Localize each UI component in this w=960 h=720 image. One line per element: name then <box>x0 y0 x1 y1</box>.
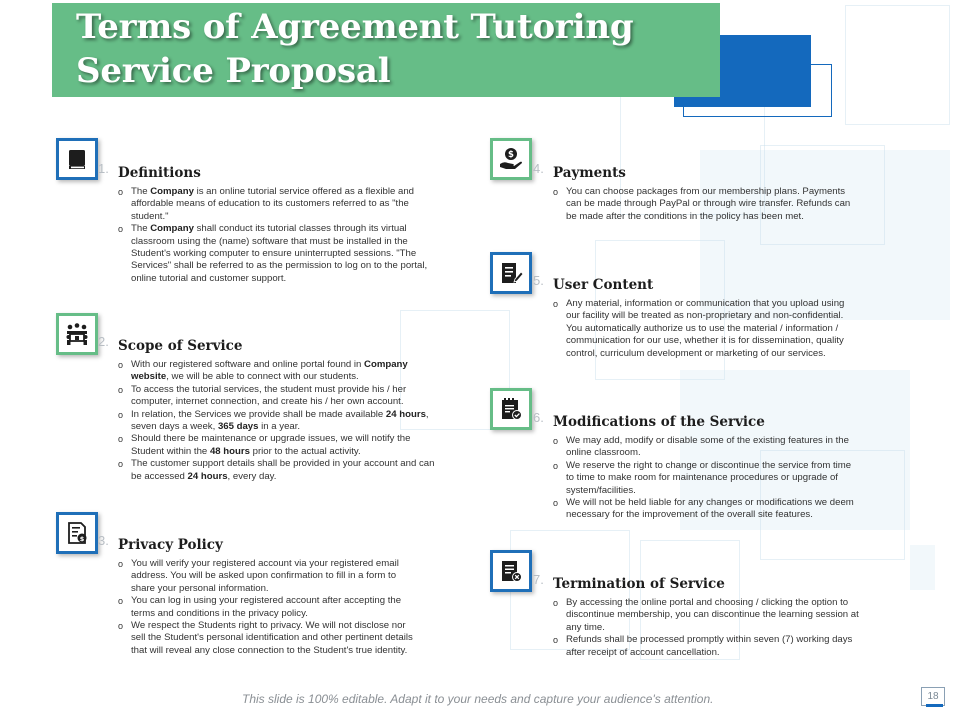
bullet-list <box>553 597 859 659</box>
section-payments <box>533 161 851 223</box>
section-heading <box>533 410 854 431</box>
bold-text: 24 hours <box>187 470 228 482</box>
bullet-line <box>131 632 413 644</box>
bullet-line <box>566 634 859 646</box>
bullet-line <box>131 433 434 445</box>
text: seven days a week, <box>131 421 218 433</box>
text: to time to make room for maintenance procedures or upgrade of <box>566 472 838 484</box>
section-number: 5. <box>533 273 544 288</box>
text: You will verify your registered account via your registered email <box>131 558 399 569</box>
bullet-line <box>131 211 427 223</box>
bullet-line <box>566 323 844 335</box>
footer-note: This slide is 100% editable. Adapt it to your needs and capture your audience's attention. <box>242 692 714 706</box>
bullet-line <box>131 471 434 483</box>
section-scope-of-service <box>98 334 435 483</box>
section-number: 7. <box>533 572 544 587</box>
document-edit-icon <box>498 260 524 286</box>
bullet-line <box>131 223 427 235</box>
bullet-list <box>553 186 850 223</box>
text: online tutorial and customer support. <box>131 272 287 284</box>
bullet-line <box>566 497 854 509</box>
text: share your personal information. <box>131 582 269 594</box>
definitions-icon-box <box>56 138 98 180</box>
text: Should there be maintenance or upgrade issues, we will notify the <box>131 433 411 445</box>
section-title: Payments <box>553 165 626 181</box>
text: By accessing the online portal and choosing / clicking the option to <box>566 597 849 608</box>
section-heading <box>533 572 859 593</box>
bullet-line <box>131 620 413 632</box>
bullet-line <box>131 396 434 408</box>
bullet-line <box>566 348 844 360</box>
bullet-line <box>131 446 434 458</box>
text: affordable means of education to its customers referred to as "the <box>131 198 409 210</box>
text: system/facilities. <box>566 484 636 496</box>
bullet-line <box>566 597 859 609</box>
termination-icon-box <box>490 550 532 592</box>
text: , <box>425 408 429 420</box>
bullet-line <box>566 186 850 198</box>
text: address. You will be asked upon confirmation to fill in a form to <box>131 570 397 582</box>
bullet-list <box>118 558 413 657</box>
bullet-line <box>566 435 854 447</box>
bullet-line <box>566 211 850 223</box>
section-title: Modifications of the Service <box>553 414 765 430</box>
user-content-icon-box <box>490 252 532 294</box>
text: our facility will be treated as non-proprietary and non-confidential. <box>566 310 844 322</box>
title-banner <box>52 3 720 97</box>
bullet-line <box>566 472 854 484</box>
bullet-item <box>118 223 427 285</box>
section-user-content <box>533 273 845 360</box>
bold-text: Company <box>364 359 408 370</box>
text: Student within the <box>131 445 210 457</box>
text: You can choose packages from our membership plans. Payments <box>566 186 846 197</box>
bullet-line <box>131 186 427 198</box>
bold-text: 48 hours <box>209 445 250 457</box>
section-title: Privacy Policy <box>118 537 223 553</box>
svg-text:$: $ <box>79 535 85 543</box>
section-number: 1. <box>98 161 109 176</box>
text: be made after the conditions in the policy has been met. <box>566 210 804 222</box>
bullet-item <box>118 620 413 657</box>
text: prior to the actual activity. <box>249 445 361 457</box>
bullet-list <box>118 359 434 483</box>
bullet-line <box>131 273 427 285</box>
page-number-accent <box>926 704 943 707</box>
hand-money-icon <box>498 146 524 172</box>
bullet-line <box>566 509 854 521</box>
section-privacy-policy <box>98 533 413 657</box>
text: control, curriculum development or marketing of our services. <box>566 347 826 359</box>
privacy-icon-box <box>56 512 98 554</box>
text: can be made through PayPal or through wire transfer. Refunds can <box>566 198 851 210</box>
bullet-line <box>566 647 859 659</box>
bullet-list <box>118 186 427 285</box>
section-heading <box>98 161 427 182</box>
bullet-line <box>131 409 434 421</box>
bullet-line <box>566 609 859 621</box>
section-title: User Content <box>553 277 654 293</box>
text: computer, internet connection, and create his / her own account. <box>131 396 404 408</box>
bullet-item <box>118 384 434 409</box>
bold-text: 24 hours <box>385 408 426 420</box>
text: We may add, modify or disable some of the existing features in the <box>566 435 849 446</box>
bullet-line <box>566 460 854 472</box>
text: Refunds shall be processed promptly within seven (7) working days <box>566 634 853 646</box>
svg-text:$: $ <box>508 150 514 161</box>
section-number: 2. <box>98 334 109 349</box>
text: You can log in using your registered account after accepting the <box>131 595 402 607</box>
section-definitions <box>98 161 428 285</box>
title-line: Terms of Agreement Tutoring <box>76 7 634 47</box>
book-icon <box>64 146 90 172</box>
bullet-item <box>118 359 434 384</box>
section-number: 6. <box>533 410 544 425</box>
text: after receipt of account cancellation. <box>566 646 720 658</box>
section-heading <box>533 161 850 182</box>
text: discontinue membership, you can discontinue the learning session at <box>566 609 859 621</box>
payments-icon-box <box>490 138 532 180</box>
bullet-line <box>566 310 844 322</box>
text: classroom using the (name) software that must be installed in the <box>131 235 408 247</box>
text: We respect the Students right to privacy. We will not disclose nor <box>131 620 406 632</box>
bold-text: website <box>131 371 167 383</box>
section-modifications <box>533 410 854 522</box>
text: In relation, the Services we provide shall be made available <box>131 408 386 420</box>
text: The customer support details shall be provided in your account and can <box>131 458 435 470</box>
bullet-item <box>553 460 854 497</box>
team-meeting-icon <box>64 321 90 347</box>
text: sell the Student's personal identification and other pertinent details <box>131 632 413 644</box>
section-heading <box>98 334 434 355</box>
bullet-line <box>566 485 854 497</box>
bullet-line <box>131 458 434 470</box>
bullet-item <box>118 458 434 483</box>
bullet-list <box>553 298 844 360</box>
section-title: Scope of Service <box>118 338 243 354</box>
bullet-line <box>566 335 844 347</box>
text: We will not be held liable for any changes or modifications we deem <box>566 497 854 509</box>
policy-document-icon <box>64 520 90 546</box>
bullet-line <box>131 248 427 260</box>
bullet-item <box>118 558 413 595</box>
bullet-line <box>131 236 427 248</box>
bold-text: Company <box>150 223 194 235</box>
bullet-line <box>566 298 844 310</box>
text: We reserve the right to change or discontinue the service from time <box>566 459 852 471</box>
section-heading <box>533 273 844 294</box>
bold-text: 365 days <box>217 421 259 433</box>
bullet-item <box>118 595 413 620</box>
text: any time. <box>566 621 605 633</box>
text: terms and conditions in the privacy policy. <box>131 607 308 619</box>
text: Any material, information or communication that you upload using <box>566 298 845 309</box>
bullet-item <box>553 186 850 223</box>
bullet-line <box>131 384 434 396</box>
title-line: Service Proposal <box>76 51 391 91</box>
text: , every day. <box>227 470 277 482</box>
text: is an online tutorial service offered as a flexible and <box>193 186 414 197</box>
bullet-item <box>118 433 434 458</box>
text: With our registered software and online portal found in <box>131 359 365 370</box>
background-decoration <box>845 5 950 125</box>
section-termination <box>533 572 859 659</box>
text: that will reveal any close connection to the Student's true identity. <box>131 644 408 656</box>
bullet-line <box>566 447 854 459</box>
bullet-item <box>553 435 854 460</box>
text: student." <box>131 210 169 222</box>
bullet-line <box>131 583 413 595</box>
bullet-line <box>131 371 434 383</box>
bullet-line <box>131 421 434 433</box>
bullet-item <box>553 597 859 634</box>
bullet-line <box>131 645 413 657</box>
page-title <box>76 5 633 93</box>
bullet-line <box>131 198 427 210</box>
section-number: 3. <box>98 533 109 548</box>
section-title: Termination of Service <box>553 576 725 592</box>
bullet-item <box>118 409 434 434</box>
text: Services" shall be referred to as the permission to log on to the portal, <box>131 260 428 272</box>
text: , we will be able to connect with our students. <box>166 371 359 383</box>
scope-icon-box <box>56 313 98 355</box>
section-number: 4. <box>533 161 544 176</box>
text: shall conduct its tutorial classes through its virtual <box>193 223 407 235</box>
bullet-item <box>553 634 859 659</box>
text: The <box>131 186 151 197</box>
bullet-line <box>131 570 413 582</box>
bullet-line <box>566 622 859 634</box>
document-cancel-icon <box>498 558 524 584</box>
text: To access the tutorial services, the student must provide his / her <box>131 383 407 395</box>
background-decoration <box>910 545 935 590</box>
bullet-item <box>553 497 854 522</box>
text: be accessed <box>131 470 188 482</box>
notepad-check-icon <box>498 396 524 422</box>
bullet-line <box>131 260 427 272</box>
bullet-line <box>131 359 434 371</box>
text: in a year. <box>258 421 301 433</box>
text: You automatically authorize us to use the material / information / <box>566 322 839 334</box>
bullet-line <box>131 558 413 570</box>
section-heading <box>98 533 413 554</box>
text: The <box>131 223 151 235</box>
section-title: Definitions <box>118 165 201 181</box>
bullet-line <box>131 595 413 607</box>
bullet-list <box>553 435 854 522</box>
bold-text: Company <box>150 186 194 197</box>
bullet-item <box>118 186 427 223</box>
bullet-item <box>553 298 844 360</box>
text: communication for our use, whether it is for dissemination, quality <box>566 335 844 347</box>
text: Student's working computer to ensure uninterrupted sessions. "The <box>131 248 417 260</box>
modifications-icon-box <box>490 388 532 430</box>
bullet-line <box>566 198 850 210</box>
text: necessary for the improvement of the overall site features. <box>566 509 813 521</box>
page-number: 18 <box>921 687 945 706</box>
bullet-line <box>131 608 413 620</box>
text: online classroom. <box>566 447 641 459</box>
